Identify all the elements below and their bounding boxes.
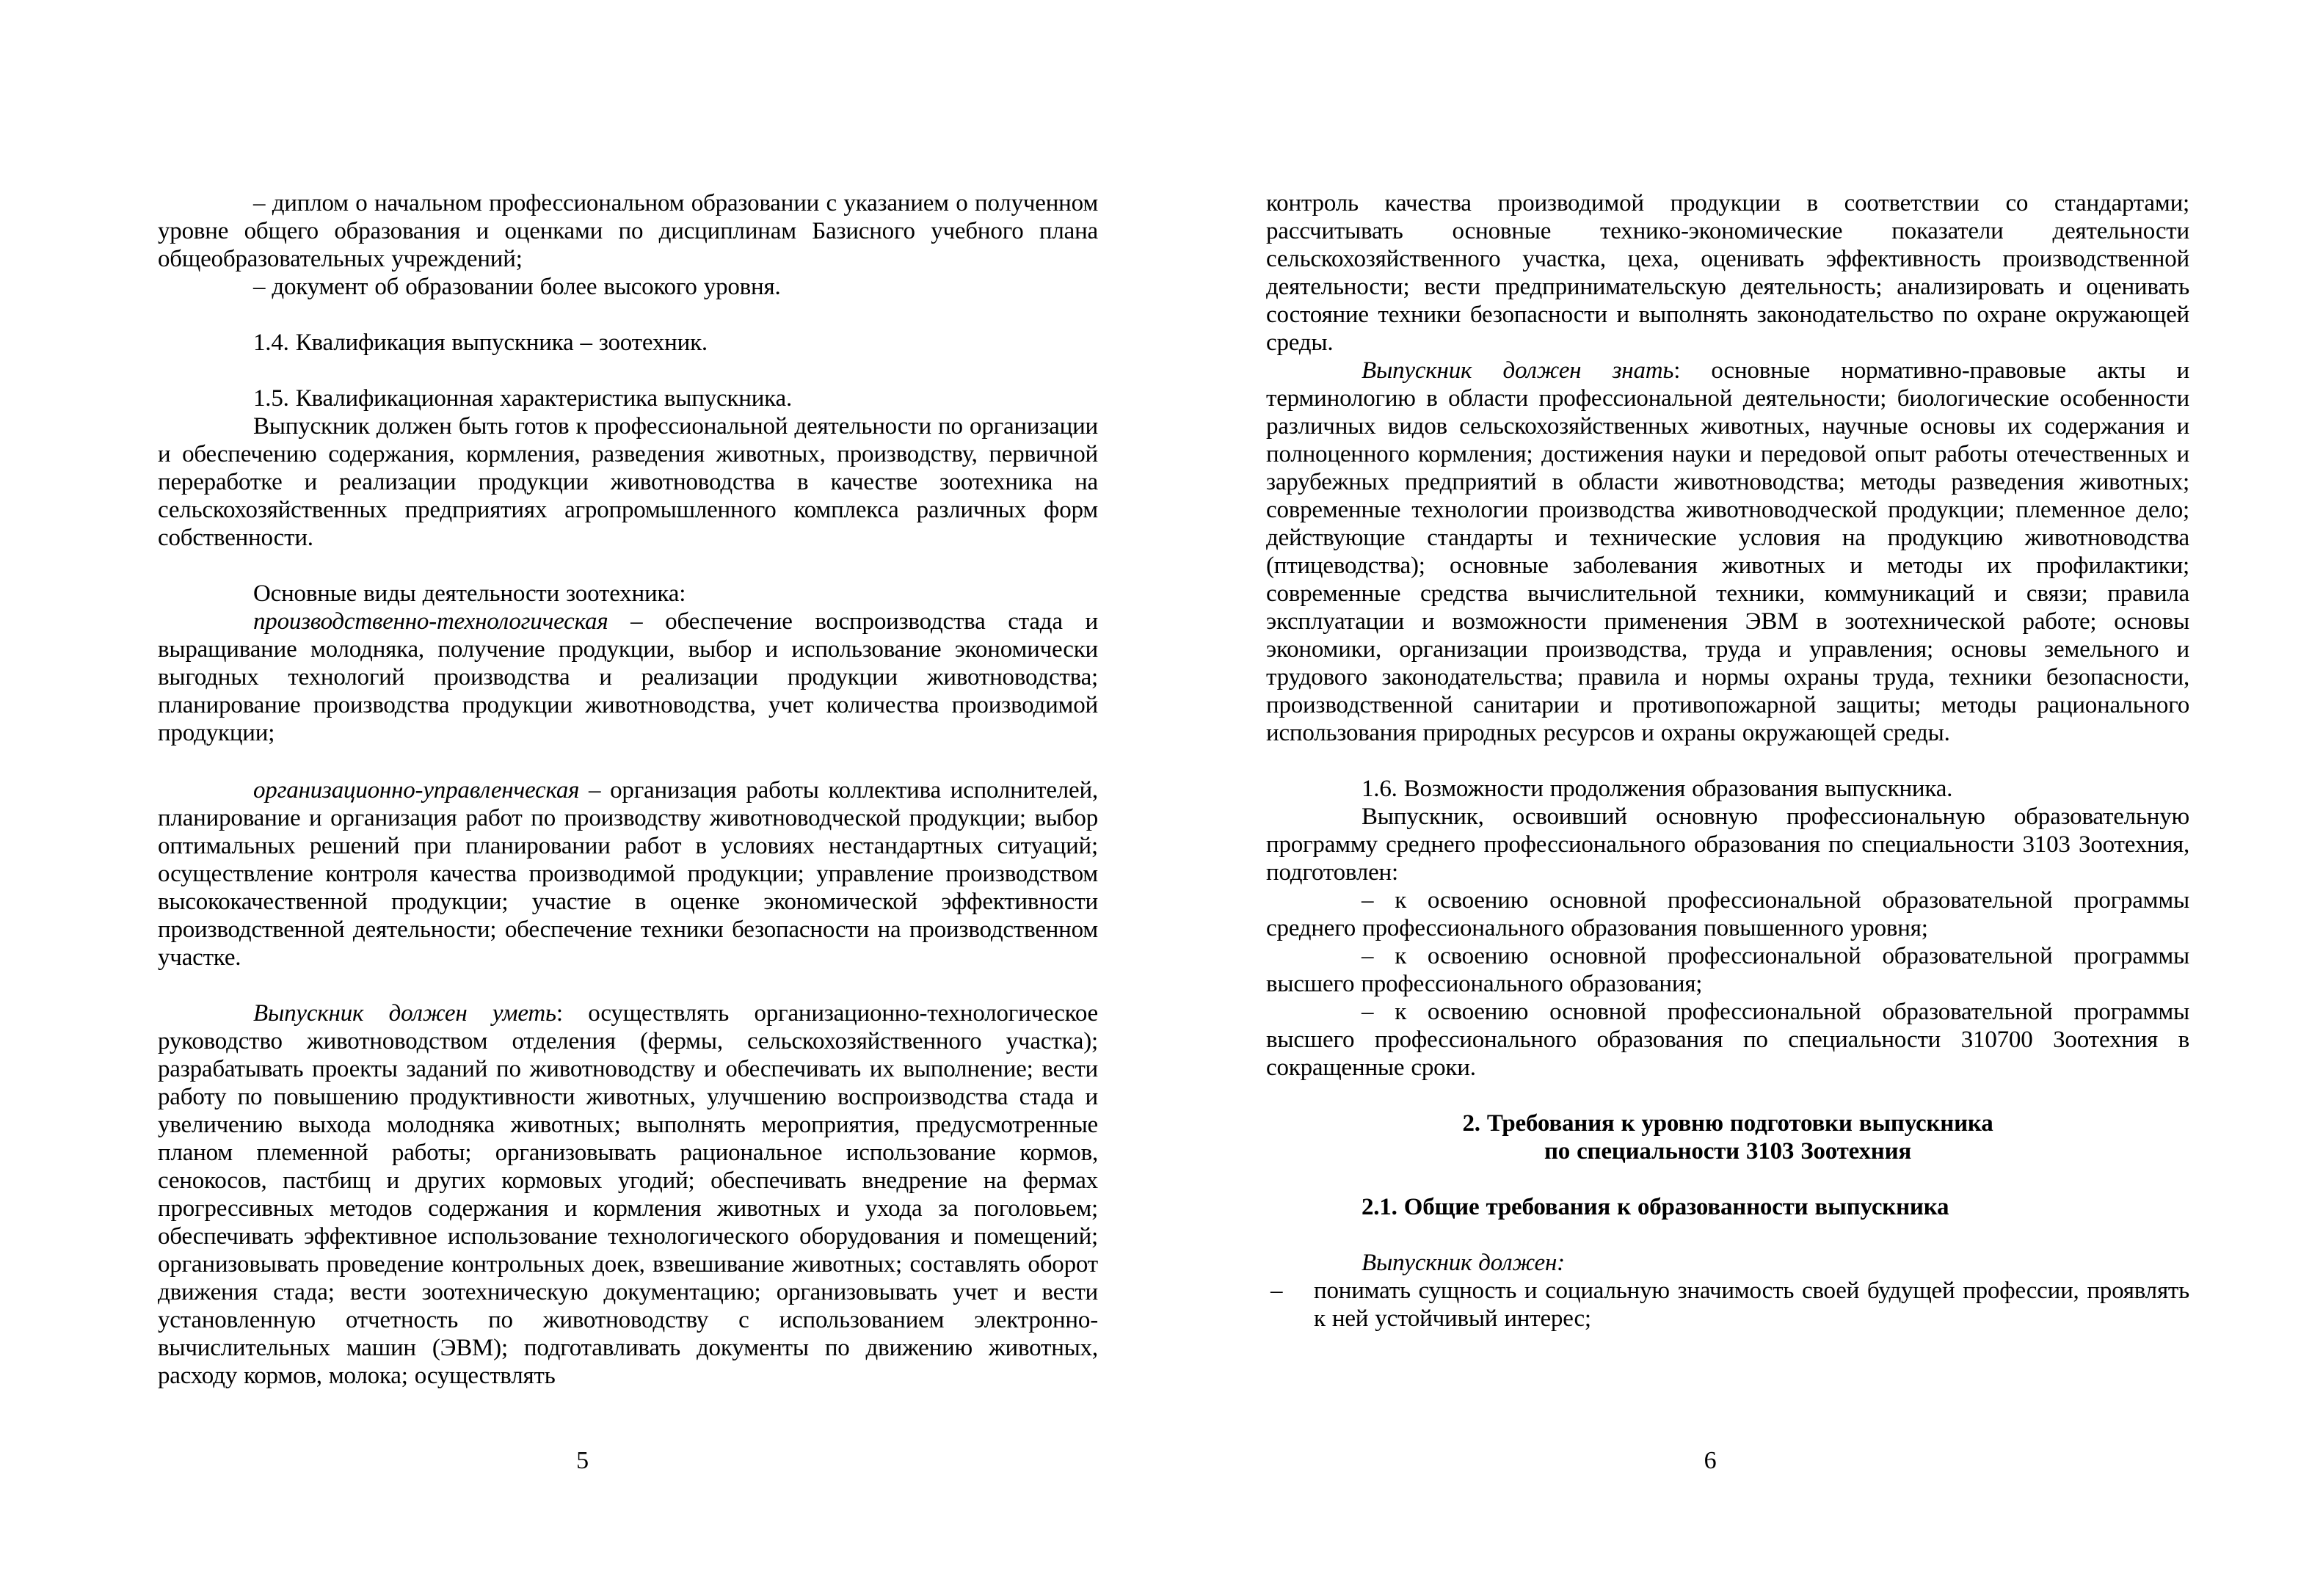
requirement-item-text: понимать сущность и социальную значимость своей будущей профессии, проявлять к ней устойчивый интерес; (1314, 1278, 2189, 1332)
para-graduate-must-intro: Выпускник должен: (1362, 1250, 1565, 1276)
para-readiness: Выпускник должен быть готов к профессиональной деятельности по организации и обеспечению содержания, кормления, разведения животных, производству, первичной переработке и реализации продукции животноводства в качестве зоотехника на сельскохозяйственных предприятиях агропромышленного комплекса различных форм собственности. (158, 413, 1098, 551)
continuation-item-2: – к освоению основной профессиональной образовательной программы высшего профессионального образования; (1266, 943, 2189, 997)
must-be-able-lead: Выпускник должен уметь (253, 1000, 556, 1027)
requirement-item (1266, 1277, 2189, 1333)
para-activity-production (158, 608, 1098, 747)
chapter-2-heading-line1: 2. Требования к уровню подготовки выпускника (1462, 1110, 1993, 1137)
para-must-be-able (158, 999, 1098, 1390)
activity-management-text: – организация работы коллектива исполнителей, планирование и организация работ по производству животноводческой продукции; выбор оптимальных решений при планировании работ в условиях нестандартных ситуаций; осуществление контроля качества производимой продукции; управление производством высококачественной продукции; участие в оценке экономической эффективности производственной деятельности; обеспечение техники безопасности на производственном участке. (158, 777, 1098, 971)
must-know-lead: Выпускник должен знать (1362, 357, 1674, 384)
continuation-item-3: – к освоению основной профессиональной образовательной программы высшего профессионального образования по специальности 310700 Зоотехния в сокращенные сроки. (1266, 999, 2189, 1081)
para-must-know (1266, 357, 2189, 747)
para-activities-intro: Основные виды деятельности зоотехника: (253, 580, 686, 607)
must-be-able-text: : осуществлять организационно-технологическое руководство животноводством отделения (фермы, сельскохозяйственного участка); разрабатывать проекты заданий по животноводству и обеспечивать их выполнение; вести работу по повышению продуктивности животных, улучшению воспроизводства стада и увеличению выхода молодняка животных; выполнять мероприятия, предусмотренные планом племенной работы; организовывать рациональное использование кормов, сенокосов, пастбищ и других кормовых угодий; обеспечивать внедрение на фермах прогрессивных методов содержания и кормления животных и ухода за поголовьем; обеспечивать эффективное использование технологического оборудования и помещений; организовывать проведение контрольных доек, взвешивание животных; составлять оборот движения стада; вести зоотехническую документацию; организовывать учет и вести установленную отчетность по животноводству с использованием электронно-вычислительных машин (ЭВМ); подготавливать документы по движению животных, расходу кормов, молока; осуществлять (158, 1000, 1098, 1389)
continuation-item-1: – к освоению основной профессиональной образовательной программы среднего профессионального образования повышенного уровня; (1266, 887, 2189, 941)
right-page (1266, 189, 2189, 1474)
page-number-left: 5 (576, 1447, 589, 1474)
para-graduate-prepared: Выпускник, освоивший основную профессиональную образовательную программу среднего профессионального образования по специальности 3103 Зоотехния, подготовлен: (1266, 804, 2189, 886)
para-quality-control: контроль качества производимой продукции в соответствии со стандартами; рассчитывать основные технико-экономические показатели деятельности сельскохозяйственного участка, цеха, оценивать эффективность производственной деятельности; вести предпринимательскую деятельность; анализировать и оценивать состояние техники безопасности и выполнять законодательство по охране окружающей среды. (1266, 190, 2189, 356)
chapter-2-heading-line2: по специальности 3103 Зоотехния (1544, 1138, 1912, 1165)
para-activity-management (158, 776, 1098, 972)
page-number-right: 6 (1704, 1447, 1717, 1474)
list-item-diploma: – диплом о начальном профессиональном образовании с указанием о полученном уровне общего образования и оценками по дисциплинам Базисного учебного плана общеобразовательных учреждений; (158, 190, 1098, 272)
dash-bullet-marker: – (1270, 1278, 1283, 1304)
must-know-text: : основные нормативно-правовые акты и терминологию в области профессиональной деятельности; биологические особенности различных видов сельскохозяйственных животных, научные основы их содержания и полноценного кормления; достижения науки и передовой опыт работы отечественных и зарубежных предприятий в области животноводства; методы разведения животных; современные технологии производства животноводческой продукции; племенное дело; действующие стандарты и технические условия на продукцию животноводства (птицеводства); основные заболевания животных и методы их профилактики; современные средства вычислительной техники, коммуникаций и связи; правила эксплуатации и возможности применения ЭВМ в зоотехнической работе; основы экономики, организации производства, труда и управления; основы земельного и трудового законодательства; правила и нормы охраны труда, техники безопасности, производственной санитарии и противопожарной защиты; методы рационального использования природных ресурсов и охраны окружающей среды. (1266, 357, 2189, 746)
left-page (158, 189, 1098, 1474)
section-1-4-heading: 1.4. Квалификация выпускника – зоотехник. (253, 329, 708, 356)
section-1-5-heading: 1.5. Квалификационная характеристика выпускника. (253, 385, 792, 412)
activity-management-lead: организационно-управленческая (253, 777, 580, 804)
activity-production-lead: производственно-технологическая (253, 608, 608, 635)
activity-production-text: – обеспечение воспроизводства стада и выращивание молодняка, получение продукции, выбор и использование экономически выгодных технологий производства и реализации продукции животноводства; планирование производства продукции животноводства, учет количества производимой продукции; (158, 608, 1098, 746)
section-1-6-heading: 1.6. Возможности продолжения образования выпускника. (1362, 776, 1953, 802)
list-item-higher-education-doc: – документ об образовании более высокого уровня. (253, 274, 781, 300)
section-2-1-heading: 2.1. Общие требования к образованности выпускника (1362, 1194, 1949, 1220)
